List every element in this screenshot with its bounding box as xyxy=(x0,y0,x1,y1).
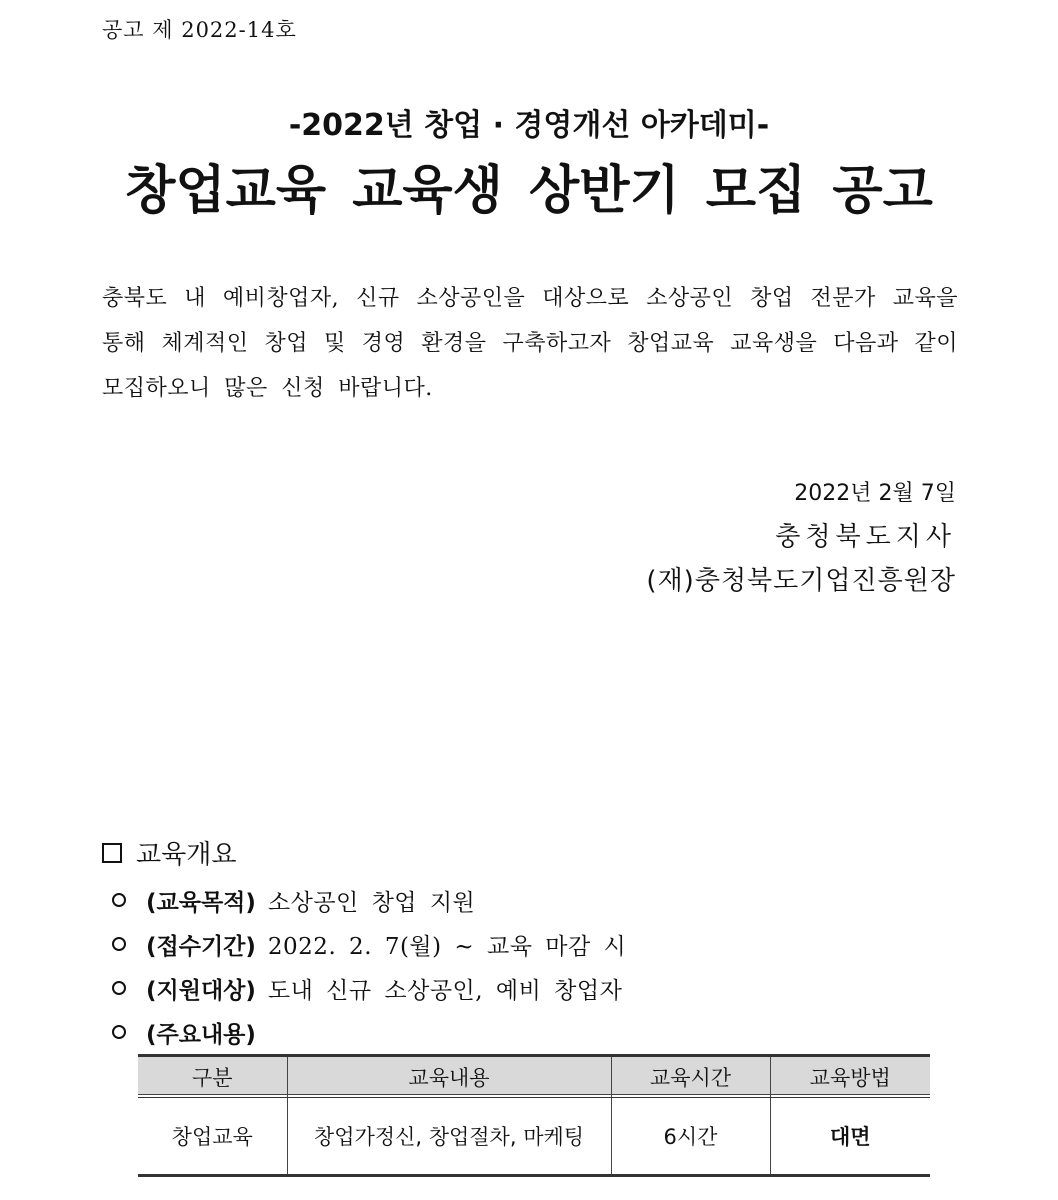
item-label: (주요내용) xyxy=(146,1021,256,1048)
table-row xyxy=(138,1098,930,1176)
section-heading xyxy=(102,834,236,871)
document-subtitle: -2022년 창업 · 경영개선 아카데미- xyxy=(288,108,770,143)
circle-bullet-icon xyxy=(112,893,126,907)
table-cell: 6시간 xyxy=(611,1098,770,1176)
table-cell: 창업가정신, 창업절차, 마케팅 xyxy=(287,1098,611,1176)
table-header-row xyxy=(138,1056,930,1098)
education-table xyxy=(138,1054,930,1177)
table-cell: 창업교육 xyxy=(138,1098,287,1176)
column-header: 구분 xyxy=(138,1056,287,1098)
item-value: 소상공인 창업 지원 xyxy=(267,889,476,916)
item-label: (접수기간) xyxy=(146,933,256,960)
circle-bullet-icon xyxy=(112,1025,126,1039)
intro-paragraph: 충북도 내 예비창업자, 신규 소상공인을 대상으로 소상공인 창업 전문가 교육을 통해 체계적인 창업 및 경영 환경을 구축하고자 창업교육 교육생을 다음과 같이 모집하오니 많은 신청 바랍니다. xyxy=(102,286,958,401)
issuer-governor: 충청북도지사 xyxy=(775,522,956,552)
issue-date: 2022년 2월 7일 xyxy=(794,481,956,506)
column-header: 교육내용 xyxy=(287,1056,611,1098)
item-label: (교육목적) xyxy=(146,889,256,916)
issuer-agency: (재)충청북도기업진흥원장 xyxy=(646,566,956,596)
item-value: 도내 신규 소상공인, 예비 창업자 xyxy=(267,977,623,1004)
table-cell: 대면 xyxy=(770,1098,930,1176)
section-heading-label: 교육개요 xyxy=(136,840,237,870)
column-header: 교육방법 xyxy=(770,1056,930,1098)
column-header: 교육시간 xyxy=(611,1056,770,1098)
item-value: 2022. 2. 7(월) ~ 교육 마감 시 xyxy=(267,933,627,960)
document-title: 창업교육 교육생 상반기 모집 공고 xyxy=(125,161,933,221)
circle-bullet-icon xyxy=(112,981,126,995)
circle-bullet-icon xyxy=(112,937,126,951)
notice-number: 공고 제 2022-14호 xyxy=(102,18,297,42)
square-bullet-icon xyxy=(102,843,122,863)
overview-list xyxy=(112,878,626,1054)
item-label: (지원대상) xyxy=(146,977,256,1004)
list-item xyxy=(112,966,626,1010)
list-item xyxy=(112,922,626,966)
list-item xyxy=(112,878,626,922)
list-item xyxy=(112,1010,626,1054)
